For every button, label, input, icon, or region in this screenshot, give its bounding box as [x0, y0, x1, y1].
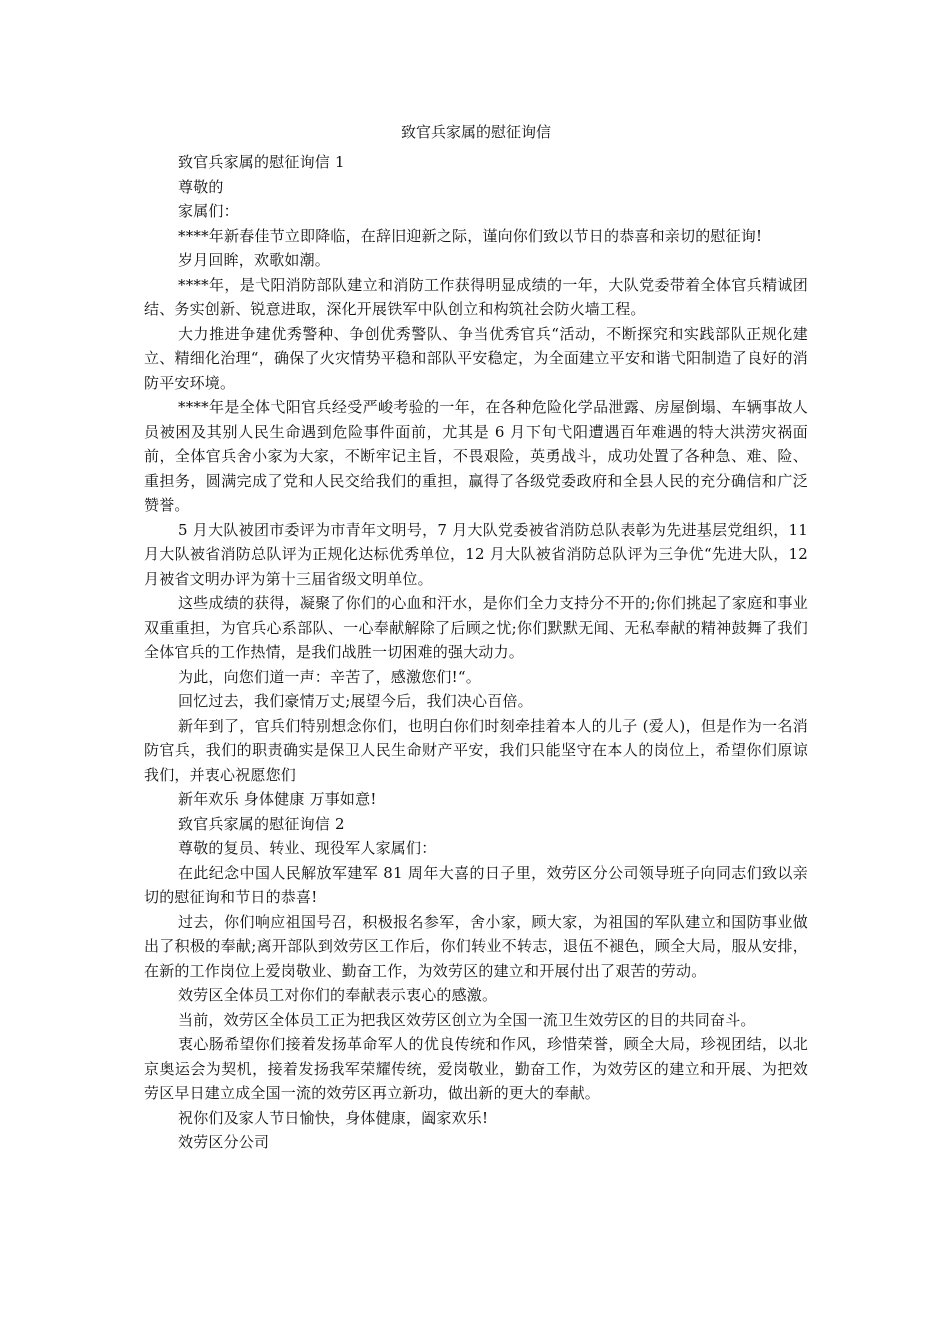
- paragraph: 回忆过去，我们豪情万丈;展望今后，我们决心百倍。: [178, 692, 533, 710]
- paragraph: 这些成绩的获得，凝聚了你们的心血和汗水，是你们全力支持分不开的;你们挑起了家庭和事业双重重担，为官兵心系部队、一心奉献解除了后顾之忧;你们默默无闻、无私奉献的精神鼓舞了我们全体官兵的工作热情，是我们战胜一切困难的强大动力。: [144, 594, 808, 661]
- paragraph: 新年到了，官兵们特别想念你们，也明白你们时刻牵挂着本人的儿子 (爱人)，但是作为一名消防官兵，我们的职责确实是保卫人民生命财产平安，我们只能坚守在本人的岗位上，希望你们原谅我们，并衷心祝愿您们: [144, 716, 808, 784]
- paragraph: ****年是全体弋阳官兵经受严峻考验的一年，在各种危险化学品泄露、房屋倒塌、车辆事故人员被困及其别人民生命遇到危险事件面前，尤其是 6 月下旬弋阳遭遇百年难遇的特大洪涝灾祸面前，全体官兵舍小家为大家，不断牢记主旨，不畏艰险，英勇战斗，成功处置了各种急、难、险、重担务，圆满完成了党和人民交给我们的重担，赢得了各级党委政府和全县人民的充分确信和广泛赞誉。: [144, 398, 808, 514]
- paragraph: 5 月大队被团市委评为市青年文明号，7 月大队党委被省消防总队表彰为先进基层党组织，11 月大队被省消防总队评为正规化达标优秀单位，12 月大队被省消防总队评为三争优“先进大队，12 月被省文明办评为第十三届省级文明单位。: [144, 520, 808, 588]
- paragraph: 过去，你们响应祖国号召，积极报名参军，舍小家，顾大家，为祖国的军队建立和国防事业做出了积极的奉献;离开部队到效劳区工作后，你们转业不转志，退伍不褪色，顾全大局，服从安排，在新的工作岗位上爱岗敬业、勤奋工作，为效劳区的建立和开展付出了艰苦的劳动。: [144, 912, 808, 980]
- paragraph: 致官兵家属的慰征询信 1: [178, 153, 345, 171]
- paragraph: 祝你们及家人节日愉快，身体健康，阖家欢乐!: [178, 1108, 489, 1127]
- paragraph: 在此纪念中国人民解放军建军 81 周年大喜的日子里，效劳区分公司领导班子向同志们致以亲切的慰征询和节日的恭喜!: [144, 863, 808, 906]
- paragraph: ****年，是弋阳消防部队建立和消防工作获得明显成绩的一年，大队党委带着全体官兵精诚团结、务实创新、锐意进取，深化开展铁军中队创立和构筑社会防火墙工程。: [144, 275, 808, 318]
- document-body: [144, 150, 808, 1155]
- paragraph: 衷心肠希望你们接着发扬革命军人的优良传统和作风，珍惜荣誉，顾全大局，珍视团结，以北京奥运会为契机，接着发扬我军荣耀传统，爱岗敬业，勤奋工作，为效劳区的建立和开展、为把效劳区早日建立成全国一流的效劳区再立新功，做出新的更大的奉献。: [144, 1035, 808, 1102]
- paragraph: 效劳区全体员工对你们的奉献表示衷心的感激。: [178, 986, 498, 1004]
- paragraph: 家属们：: [178, 202, 239, 220]
- paragraph: 尊敬的: [178, 177, 224, 196]
- paragraph: 尊敬的复员、转业、现役军人家属们：: [178, 839, 437, 857]
- paragraph: 新年欢乐 身体健康 万事如意!: [178, 790, 377, 808]
- paragraph: ****年新春佳节立即降临，在辞旧迎新之际，谨向你们致以节日的恭喜和亲切的慰征询!: [178, 226, 763, 245]
- paragraph: 致官兵家属的慰征询信 2: [178, 814, 345, 833]
- paragraph: 大力推进争建优秀警种、争创优秀警队、争当优秀官兵“活动，不断探究和实践部队正规化建立、精细化治理“，确保了火灾情势平稳和部队平安稳定，为全面建立平安和谐弋阳制造了良好的消防平安环境。: [144, 324, 808, 392]
- document-title: 致官兵家属的慰征询信: [400, 123, 551, 141]
- paragraph: 为此，向您们道一声：辛苦了，感激您们!“。: [178, 667, 481, 686]
- paragraph: 效劳区分公司: [178, 1133, 270, 1151]
- paragraph: 当前，效劳区全体员工正为把我区效劳区创立为全国一流卫生效劳区的目的共同奋斗。: [178, 1010, 756, 1029]
- paragraph: 岁月回眸，欢歌如潮。: [178, 251, 331, 269]
- document-page: [144, 120, 808, 1155]
